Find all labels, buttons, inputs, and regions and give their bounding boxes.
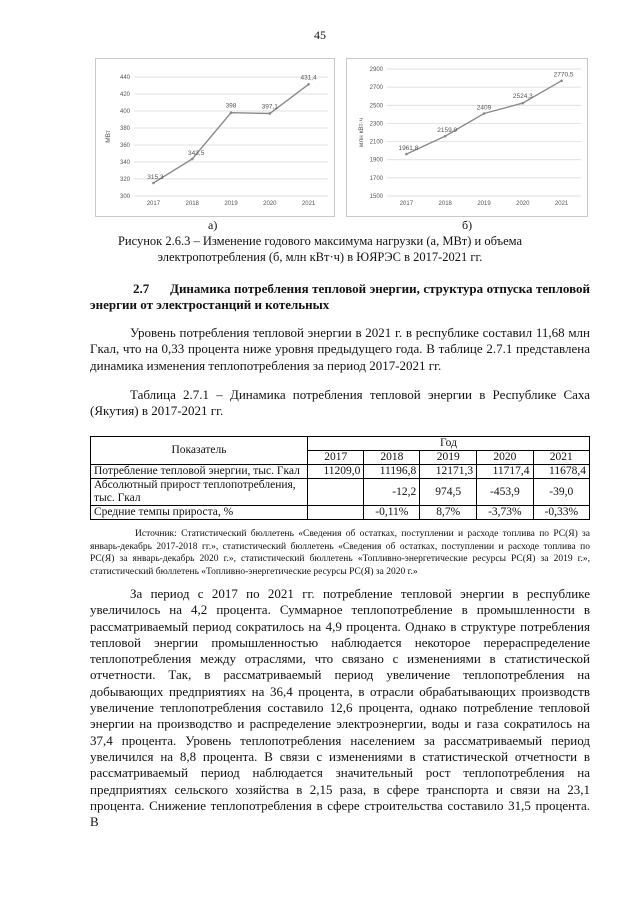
data-label: 1961,8 [398, 145, 419, 153]
series-line [153, 84, 308, 183]
paragraph-intro: Уровень потребления тепловой энергии в 2021 г. в республике составил 11,68 млн Гкал, что на 0,33 процента ниже уровня предыдущего года. В таблице 2.7.1 представлена динамика изменения теплопотребления за период 2017-2021 гг. [90, 325, 590, 373]
subfigure-label-b: б) [462, 218, 473, 232]
y-tick-label: 2900 [369, 67, 383, 73]
data-point [522, 102, 525, 105]
table-cell: 11209,0 [308, 465, 364, 479]
y-tick-label: 2500 [369, 103, 383, 110]
y-tick-label: 440 [119, 75, 130, 81]
table-cell: -39,0 [533, 479, 589, 506]
consumption-table [90, 436, 590, 520]
table-cell: 12171,3 [420, 465, 477, 479]
x-tick-label: 2020 [263, 201, 277, 207]
data-point [560, 79, 563, 82]
row-label: Средние темпы прироста, % [91, 506, 308, 520]
chart-a-frame [95, 58, 335, 217]
y-tick-label: 320 [119, 177, 130, 183]
chart-a [96, 59, 334, 216]
data-label: 397,1 [261, 103, 278, 111]
y-axis-label: млн кВт·ч [358, 117, 365, 148]
section-number: 2.7 [133, 281, 150, 296]
section-title: Динамика потребления тепловой энергии, структура отпуска тепловой энергии от электростанций и котельных [90, 281, 590, 313]
y-tick-label: 300 [119, 194, 130, 200]
year-cell: 2021 [533, 451, 589, 465]
y-tick-label: 1700 [369, 175, 383, 182]
chart-b [347, 59, 587, 216]
table-cell [308, 506, 364, 520]
table-cell: -0,11% [364, 506, 420, 520]
y-tick-label: 380 [119, 126, 130, 132]
x-tick-label: 2018 [438, 201, 452, 207]
table-cell [308, 479, 364, 506]
y-tick-label: 2700 [369, 85, 383, 92]
data-label: 2159,9 [437, 127, 458, 135]
y-tick-label: 340 [119, 160, 130, 166]
y-axis-label: МВт [105, 130, 112, 143]
data-point [191, 158, 194, 161]
x-tick-label: 2017 [399, 201, 414, 207]
data-point [269, 112, 272, 115]
table-header-row [91, 437, 590, 451]
table-cell: 8,7% [420, 506, 477, 520]
table-caption: Таблица 2.7.1 – Динамика потребления тепловой энергии в Республике Саха (Якутия) в 2017-2021 гг. [90, 387, 590, 419]
y-tick-label: 1500 [369, 194, 383, 200]
table-cell: -0,33% [533, 506, 589, 520]
table-cell: -12,2 [364, 479, 420, 506]
data-point [405, 153, 408, 156]
x-tick-label: 2019 [224, 201, 238, 207]
year-cell: 2017 [308, 451, 364, 465]
data-label: 398 [225, 102, 237, 110]
data-label: 431,4 [300, 74, 317, 82]
data-label: 2409 [476, 104, 492, 112]
x-tick-label: 2019 [477, 201, 491, 207]
data-label: 343,5 [188, 150, 205, 158]
x-tick-label: 2020 [516, 201, 530, 207]
row-label: Потребление тепловой энергии, тыс. Гкал [91, 465, 308, 479]
data-point [230, 111, 233, 114]
data-label: 315,3 [147, 173, 164, 181]
year-cell: 2018 [364, 451, 420, 465]
table-cell: -453,9 [477, 479, 533, 506]
subfigure-label-a: а) [208, 218, 218, 232]
header-year: Год [308, 437, 590, 451]
data-point [483, 112, 486, 115]
row-label: Абсолютный прирост теплопотребления, тыс. Гкал [91, 479, 308, 506]
data-label: 2770,5 [553, 71, 574, 79]
table-row [91, 506, 590, 520]
y-tick-label: 420 [119, 92, 130, 98]
table-cell: 11717,4 [477, 465, 533, 479]
series-line [406, 81, 561, 154]
table-cell: 974,5 [420, 479, 477, 506]
table-row [91, 479, 590, 506]
chart-b-frame [346, 58, 588, 217]
table-cell: -3,73% [477, 506, 533, 520]
table-row [91, 465, 590, 479]
x-tick-label: 2017 [146, 201, 161, 207]
x-tick-label: 2021 [554, 201, 569, 207]
y-tick-label: 2100 [369, 139, 383, 146]
header-indicator: Показатель [91, 437, 308, 465]
data-point [444, 135, 447, 138]
page-number: 45 [314, 28, 326, 42]
year-cell: 2019 [420, 451, 477, 465]
year-cell: 2020 [477, 451, 533, 465]
source-note: Источник: Статистический бюллетень «Сведения об остатках, поступлении и расходе топлива по РС(Я) за январь-декабрь 2017-2018 гг.», статистический бюллетень «Сведения об остатках, поступлении и расходе топлива по РС(Я) за январь-декабрь 2020 г.», статистический бюллетень «Топливно-энергетические ресурсы РС(Я) за 2019 г.», статистический бюллетень «Топливно-энергетические ресурсы РС(Я) за 2020 г.» [90, 529, 590, 577]
data-point [152, 182, 155, 185]
data-label: 2524,3 [512, 93, 533, 101]
y-tick-label: 400 [119, 109, 130, 115]
table-cell: 11678,4 [533, 465, 589, 479]
data-point [307, 83, 310, 86]
y-tick-label: 2300 [369, 121, 383, 128]
y-tick-label: 1900 [369, 157, 383, 164]
figure-caption: Рисунок 2.6.3 – Изменение годового максимума нагрузки (а, МВт) и объема электропотребления (б, млн кВт·ч) в ЮЯРЭС в 2017-2021 гг. [117, 234, 523, 264]
x-tick-label: 2021 [301, 201, 316, 207]
x-tick-label: 2018 [185, 201, 199, 207]
table-cell: 11196,8 [364, 465, 420, 479]
y-tick-label: 360 [119, 143, 130, 149]
paragraph-analysis: За период с 2017 по 2021 гг. потребление тепловой энергии в республике увеличилось на 4,2 процента. Суммарное теплопотребление в промышленности в рассматриваемый период сократилось на 4,9 процента. Однако в структуре потребления тепловой энергии промышленностью наблюдается некоторое перераспределение теплопотребления между отраслями, что связано с изменениями в статистической отчетности. Так, в рассматриваемый период увеличение теплопотребления на добывающих предприятиях на 36,4 процента, в отрасли обрабатывающих производств увеличение теплопотребления составило 12,6 процента, однако потребление тепловой энергии на производство и распределение электроэнергии, воды и газа сократилось на 37,4 процента. Уровень теплопотребления населением за рассматриваемый период увеличился на 8,8 процента. В связи с изменениями в статистической отчетности в рассматриваемый период наблюдается значительный рост теплопотребления на предприятиях сельского хозяйства в 2,15 раза, в сфере транспорта и связи на 23,1 процента. Снижение теплопотребления в сфере строительства составило 31,5 процента. В [90, 586, 590, 830]
